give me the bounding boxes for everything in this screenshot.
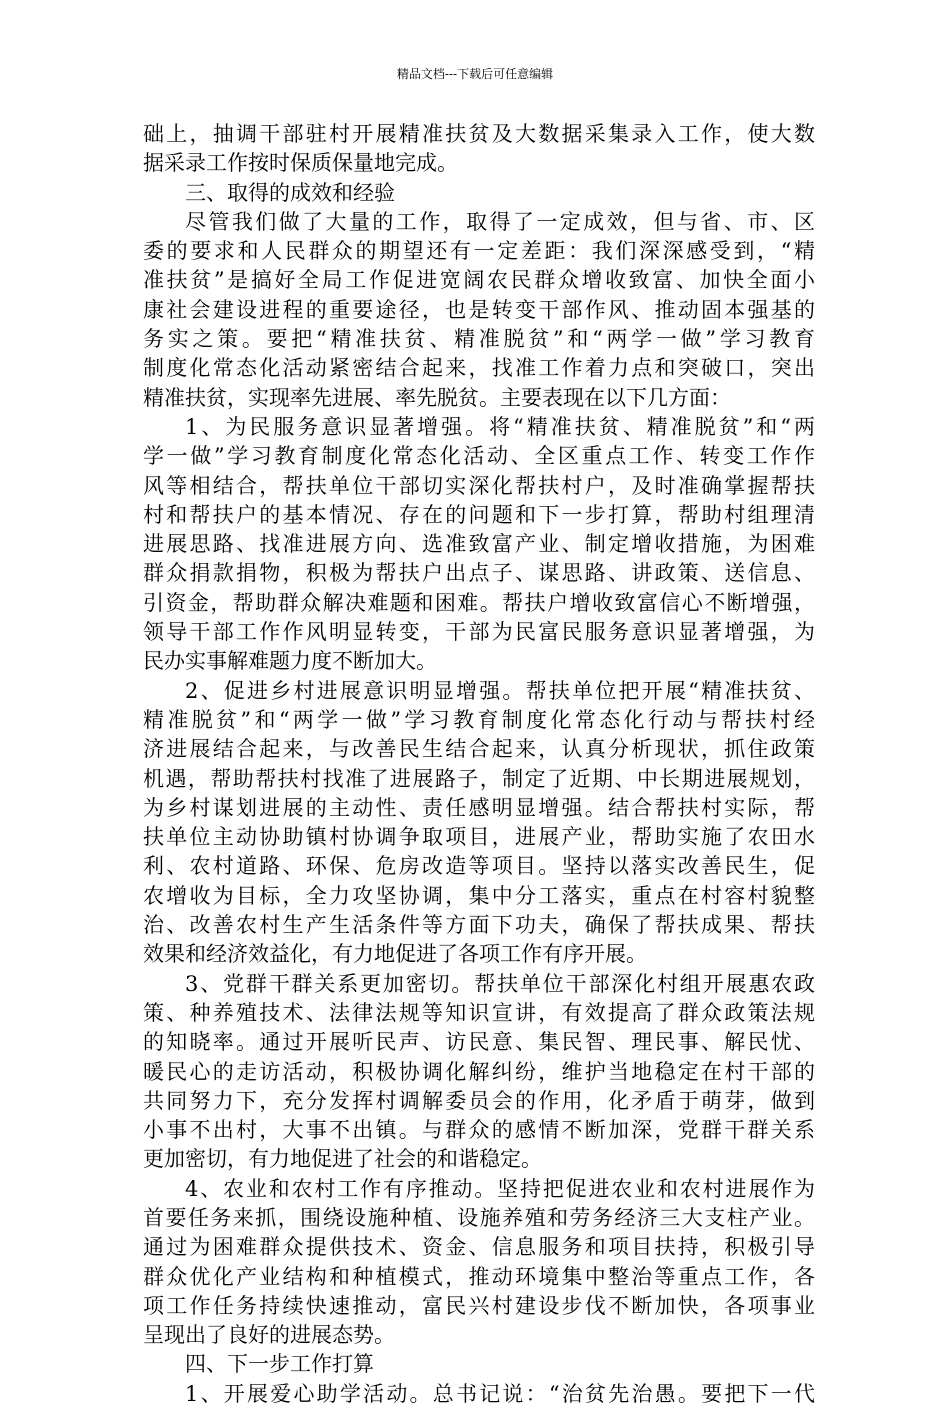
text-line: 精准脱贫”和“两学一做”学习教育制度化常态化行动与帮扶村经: [143, 707, 815, 732]
text-line: 准扶贫”是搞好全局工作促进宽阔农民群众增收致富、加快全面小: [143, 268, 815, 293]
text-line: 小事不出村，大事不出镇。与群众的感情不断加深，党群干群关系: [143, 1118, 815, 1143]
text-line: 四、下一步工作打算: [185, 1352, 374, 1377]
text-line: 更加密切，有力地促进了社会的和谐稳定。: [143, 1147, 542, 1172]
text-line: 呈现出了良好的进展态势。: [143, 1323, 395, 1348]
text-line: 精准扶贫，实现率先进展、率先脱贫。主要表现在以下几方面：: [143, 385, 731, 410]
text-line: 扶单位主动协助镇村协调争取项目，进展产业，帮助实施了农田水: [143, 825, 815, 850]
text-line: 1、为民服务意识显著增强。将“精准扶贫、精准脱贫”和“两: [185, 414, 815, 439]
text-line: 2、促进乡村进展意识明显增强。帮扶单位把开展“精准扶贫、: [185, 678, 815, 703]
text-line: 治、改善农村生产生活条件等方面下功夫，确保了帮扶成果、帮扶: [143, 913, 815, 938]
text-line: 群众捐款捐物，积极为帮扶户出点子、谋思路、讲政策、送信息、: [143, 561, 815, 586]
text-line: 济进展结合起来，与改善民生结合起来，认真分析现状，抓住政策: [143, 737, 815, 762]
text-line: 三、取得的成效和经验: [185, 180, 395, 205]
text-line: 风等相结合，帮扶单位干部切实深化帮扶村户，及时准确掌握帮扶: [143, 473, 815, 498]
text-line: 康社会建设进程的重要途径，也是转变干部作风、推动固本强基的: [143, 297, 815, 322]
text-line: 项工作任务持续快速推动，富民兴村建设步伐不断加快，各项事业: [143, 1293, 815, 1318]
text-line: 机遇，帮助帮扶村找准了进展路子，制定了近期、中长期进展规划，: [143, 766, 815, 791]
text-line: 为乡村谋划进展的主动性、责任感明显增强。结合帮扶村实际，帮: [143, 795, 815, 820]
text-line: 通过为困难群众提供技术、资金、信息服务和项目扶持，积极引导: [143, 1235, 815, 1260]
text-line: 础上，抽调干部驻村开展精准扶贫及大数据采集录入工作，使大数: [143, 122, 815, 146]
text-line: 据采录工作按时保质保量地完成。: [143, 151, 458, 176]
text-line: 进展思路、找准进展方向、选准致富产业、制定增收措施，为困难: [143, 532, 815, 557]
text-line: 的知晓率。通过开展听民声、访民意、集民智、理民事、解民忧、: [143, 1030, 815, 1055]
text-line: 暖民心的走访活动，积极协调化解纠纷，维护当地稳定在村干部的: [143, 1059, 815, 1084]
text-line: 群众优化产业结构和种植模式，推动环境集中整治等重点工作，各: [143, 1264, 815, 1289]
text-line: 策、种养殖技术、法律法规等知识宣讲，有效提高了群众政策法规: [143, 1000, 815, 1025]
text-line: 效果和经济效益化，有力地促进了各项工作有序开展。: [143, 942, 647, 967]
document-body: [143, 120, 815, 1409]
text-line: 村和帮扶户的基本情况、存在的问题和下一步打算，帮助村组理清: [143, 502, 815, 527]
text-line: 共同努力下，充分发挥村调解委员会的作用，化矛盾于萌芽，做到: [143, 1088, 815, 1113]
text-line: 务实之策。要把“精准扶贫、精准脱贫”和“两学一做”学习教育: [143, 327, 815, 352]
text-line: 1、开展爱心助学活动。总书记说：“治贫先治愚。要把下一代: [185, 1381, 815, 1406]
text-line: 民办实事解难题力度不断加大。: [143, 649, 437, 674]
text-line: 引资金，帮助群众解决难题和困难。帮扶户增收致富信心不断增强，: [143, 590, 815, 615]
text-line: 制度化常态化活动紧密结合起来，找准工作着力点和突破口，突出: [143, 356, 815, 381]
text-line: 委的要求和人民群众的期望还有一定差距：我们深深感受到，“精: [143, 239, 815, 264]
text-line: 领导干部工作作风明显转变，干部为民富民服务意识显著增强，为: [143, 620, 815, 645]
text-line: 尽管我们做了大量的工作，取得了一定成效，但与省、市、区: [185, 209, 815, 234]
text-line: 3、党群干群关系更加密切。帮扶单位干部深化村组开展惠农政: [185, 971, 815, 996]
page-header: 精品文档---下载后可任意编辑: [396, 67, 554, 81]
text-line: 利、农村道路、环保、危房改造等项目。坚持以落实改善民生，促: [143, 854, 815, 879]
text-line: 农增收为目标，全力攻坚协调，集中分工落实，重点在村容村貌整: [143, 883, 815, 908]
text-line: 首要任务来抓，围绕设施种植、设施养殖和劳务经济三大支柱产业。: [143, 1205, 815, 1230]
text-line: 学一做”学习教育制度化常态化活动、全区重点工作、转变工作作: [143, 444, 815, 469]
text-line: 4、农业和农村工作有序推动。坚持把促进农业和农村进展作为: [185, 1176, 815, 1201]
